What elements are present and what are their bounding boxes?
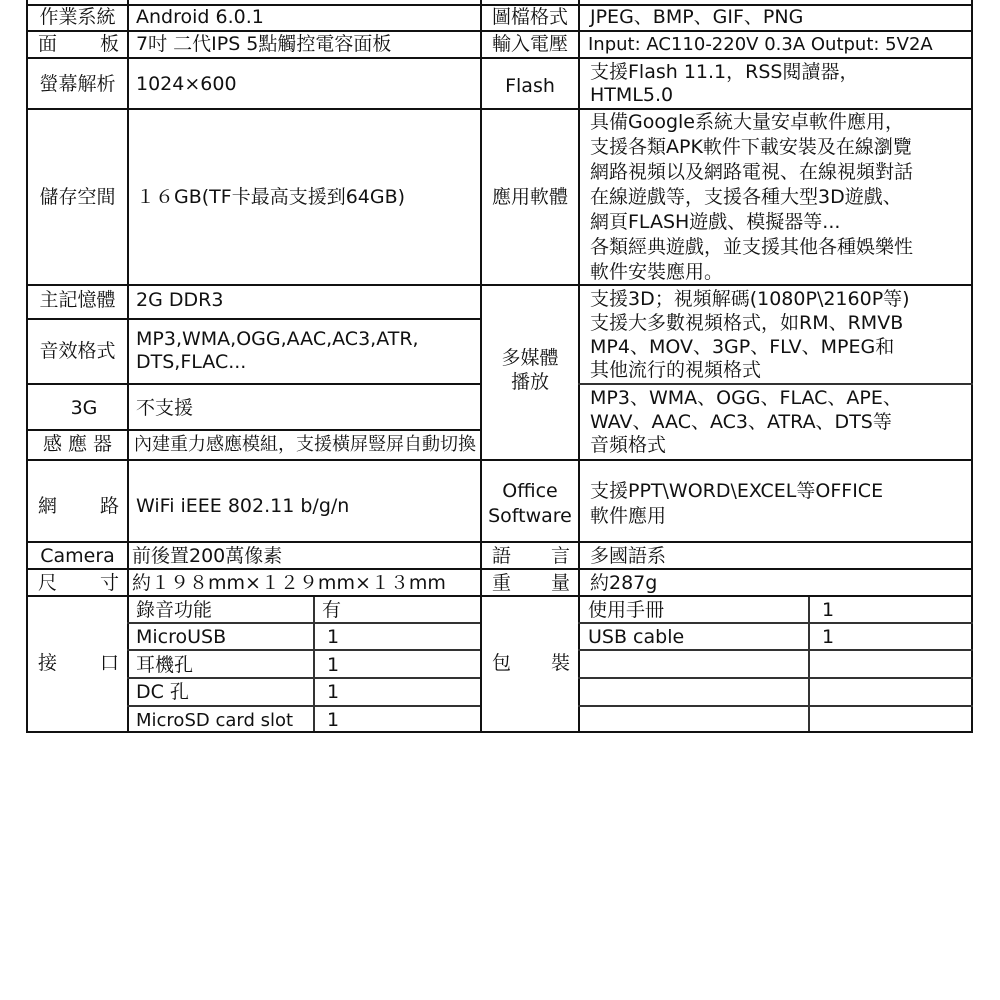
row-line xyxy=(26,383,480,385)
port-name: DC 孔 xyxy=(136,681,189,703)
port-name: 錄音功能 xyxy=(136,599,213,621)
os-label: 作業系統 xyxy=(39,6,116,28)
ram-value: 2G DDR3 xyxy=(136,289,224,311)
image-format-label: 圖檔格式 xyxy=(491,6,568,28)
camera-value: 前後置200萬像素 xyxy=(132,545,283,567)
row-line xyxy=(26,57,480,59)
office-value-line2: 軟件應用 xyxy=(590,505,667,527)
weight-value: 約287g xyxy=(590,572,658,594)
ports-label xyxy=(28,652,127,675)
port-row-line xyxy=(127,622,480,624)
size-label xyxy=(28,572,127,595)
row-line xyxy=(480,595,973,597)
port-name: 耳機孔 xyxy=(136,654,194,676)
flash-value-line2: HTML5.0 xyxy=(590,84,674,106)
size-label-a: 尺 xyxy=(38,572,58,594)
flash-value-line1: 支援Flash 11.1，RSS閱讀器， xyxy=(590,61,859,83)
package-row-line xyxy=(578,705,973,707)
network-label-b: 路 xyxy=(99,495,119,517)
port-qty: 有 xyxy=(322,599,342,621)
media-label-line2: 播放 xyxy=(510,371,549,393)
port-qty: 1 xyxy=(327,709,340,731)
col-sep-ports-qty xyxy=(313,596,315,733)
sensor-value: 內建重力感應模組，支援橫屏豎屏自動切換 xyxy=(134,434,476,455)
port-row-line xyxy=(127,649,480,651)
weight-label-a: 重 xyxy=(492,572,512,594)
row-line xyxy=(480,459,973,461)
network-label-a: 網 xyxy=(38,495,58,517)
row-line xyxy=(26,541,480,543)
video-line: 支援大多數視頻格式，如RM、RMVB xyxy=(590,312,904,334)
package-row-line xyxy=(578,622,973,624)
video-line: 其他流行的視頻格式 xyxy=(590,359,762,381)
package-item-name: 使用手冊 xyxy=(588,599,665,621)
package-row-line xyxy=(578,649,973,651)
apps-line: 網頁FLASH遊戲、模擬器等... xyxy=(590,211,841,233)
port-qty: 1 xyxy=(327,626,340,648)
audio-play-line: MP3、WMA、OGG、FLAC、APE、 xyxy=(590,387,902,409)
video-line: MP4、MOV、3GP、FLV、MPEG和 xyxy=(590,336,895,358)
office-label-line2: Software xyxy=(488,505,572,527)
row-line xyxy=(26,318,480,320)
ram-label: 主記憶體 xyxy=(39,289,116,311)
audio-format-value-line2: DTS,FLAC... xyxy=(136,351,247,373)
power-value: Input: AC110-220V 0.3A Output: 5V2A xyxy=(588,34,933,55)
row-line xyxy=(480,57,973,59)
power-label: 輸入電壓 xyxy=(491,33,568,55)
weight-label-b: 量 xyxy=(550,572,570,594)
port-qty: 1 xyxy=(327,654,340,676)
size-value: 約１９８mm×１２９mm×１３mm xyxy=(132,572,446,594)
port-qty: 1 xyxy=(327,681,340,703)
row-line xyxy=(480,108,973,110)
3g-value: 不支援 xyxy=(136,397,194,419)
apps-line: 具備Google系統大量安卓軟件應用， xyxy=(590,111,905,133)
resolution-value: 1024×600 xyxy=(136,73,237,95)
image-format-value: JPEG、BMP、GIF、PNG xyxy=(590,6,804,28)
flash-label: Flash xyxy=(505,75,555,97)
storage-label: 儲存空間 xyxy=(39,186,116,208)
port-row-line xyxy=(127,677,480,679)
package-label-b: 裝 xyxy=(550,652,570,674)
package-row-line xyxy=(578,677,973,679)
row-line xyxy=(480,30,973,32)
row-line xyxy=(480,541,973,543)
row-line xyxy=(26,30,480,32)
network-value: WiFi iEEE 802.11 b/g/n xyxy=(136,495,350,517)
package-item-name: USB cable xyxy=(588,626,685,648)
package-item-qty: 1 xyxy=(822,626,835,648)
video-line: 支援3D；視頻解碼(1080P\2160P等) xyxy=(590,288,910,310)
row-line xyxy=(26,429,480,431)
row-line xyxy=(26,568,480,570)
col-sep-package-qty xyxy=(808,596,810,733)
language-label-a: 語 xyxy=(492,545,512,567)
panel-label xyxy=(28,33,127,56)
port-name: MicroUSB xyxy=(136,626,227,648)
row-line xyxy=(26,284,480,286)
panel-label-b: 板 xyxy=(99,33,119,55)
package-label xyxy=(482,652,578,675)
row-line xyxy=(578,383,973,385)
package-label-a: 包 xyxy=(492,652,512,674)
audio-play-line: 音頻格式 xyxy=(590,434,667,456)
port-row-line xyxy=(127,705,480,707)
audio-format-value-line1: MP3,WMA,OGG,AAC,AC3,ATR, xyxy=(136,328,419,350)
row-line xyxy=(26,595,480,597)
row-line xyxy=(26,108,480,110)
os-value: Android 6.0.1 xyxy=(136,6,264,28)
camera-label: Camera xyxy=(40,545,115,567)
package-item-qty: 1 xyxy=(822,599,835,621)
row-line xyxy=(480,568,973,570)
size-label-b: 寸 xyxy=(99,572,119,594)
port-name: MicroSD card slot xyxy=(136,710,294,731)
row-line xyxy=(480,284,973,286)
office-label-line1: Office xyxy=(502,480,558,502)
resolution-label: 螢幕解析 xyxy=(39,73,116,95)
apps-line: 在線遊戲等，支援各種大型3D遊戲、 xyxy=(590,186,902,208)
panel-label-a: 面 xyxy=(38,33,58,55)
media-label-line1: 多媒體 xyxy=(501,347,559,369)
row-line xyxy=(26,459,480,461)
language-label-b: 言 xyxy=(550,545,570,567)
apps-line: 軟件安裝應用。 xyxy=(590,261,724,283)
sensor-label: 感 應 器 xyxy=(42,433,113,455)
apps-line: 各類經典遊戲，並支援其他各種娛樂性 xyxy=(590,236,914,258)
network-label xyxy=(28,495,127,518)
language-label xyxy=(482,545,578,568)
language-value: 多國語系 xyxy=(590,545,667,567)
weight-label xyxy=(482,572,578,595)
audio-play-line: WAV、AAC、AC3、ATRA、DTS等 xyxy=(590,411,892,433)
3g-label: 3G xyxy=(70,397,98,419)
office-value-line1: 支援PPT\WORD\EXCEL等OFFICE xyxy=(590,480,884,502)
storage-value: １６GB(TF卡最高支援到64GB) xyxy=(136,186,406,208)
apps-line: 支援各類APK軟件下載安裝及在線瀏覽 xyxy=(590,136,912,158)
ports-label-b: 口 xyxy=(99,652,119,674)
apps-label: 應用軟體 xyxy=(491,186,568,208)
ports-label-a: 接 xyxy=(38,652,58,674)
audio-format-label: 音效格式 xyxy=(39,340,116,362)
apps-line: 網路視頻以及網路電視、在線視頻對話 xyxy=(590,161,914,183)
panel-value: 7吋 二代IPS 5點觸控電容面板 xyxy=(136,33,392,55)
